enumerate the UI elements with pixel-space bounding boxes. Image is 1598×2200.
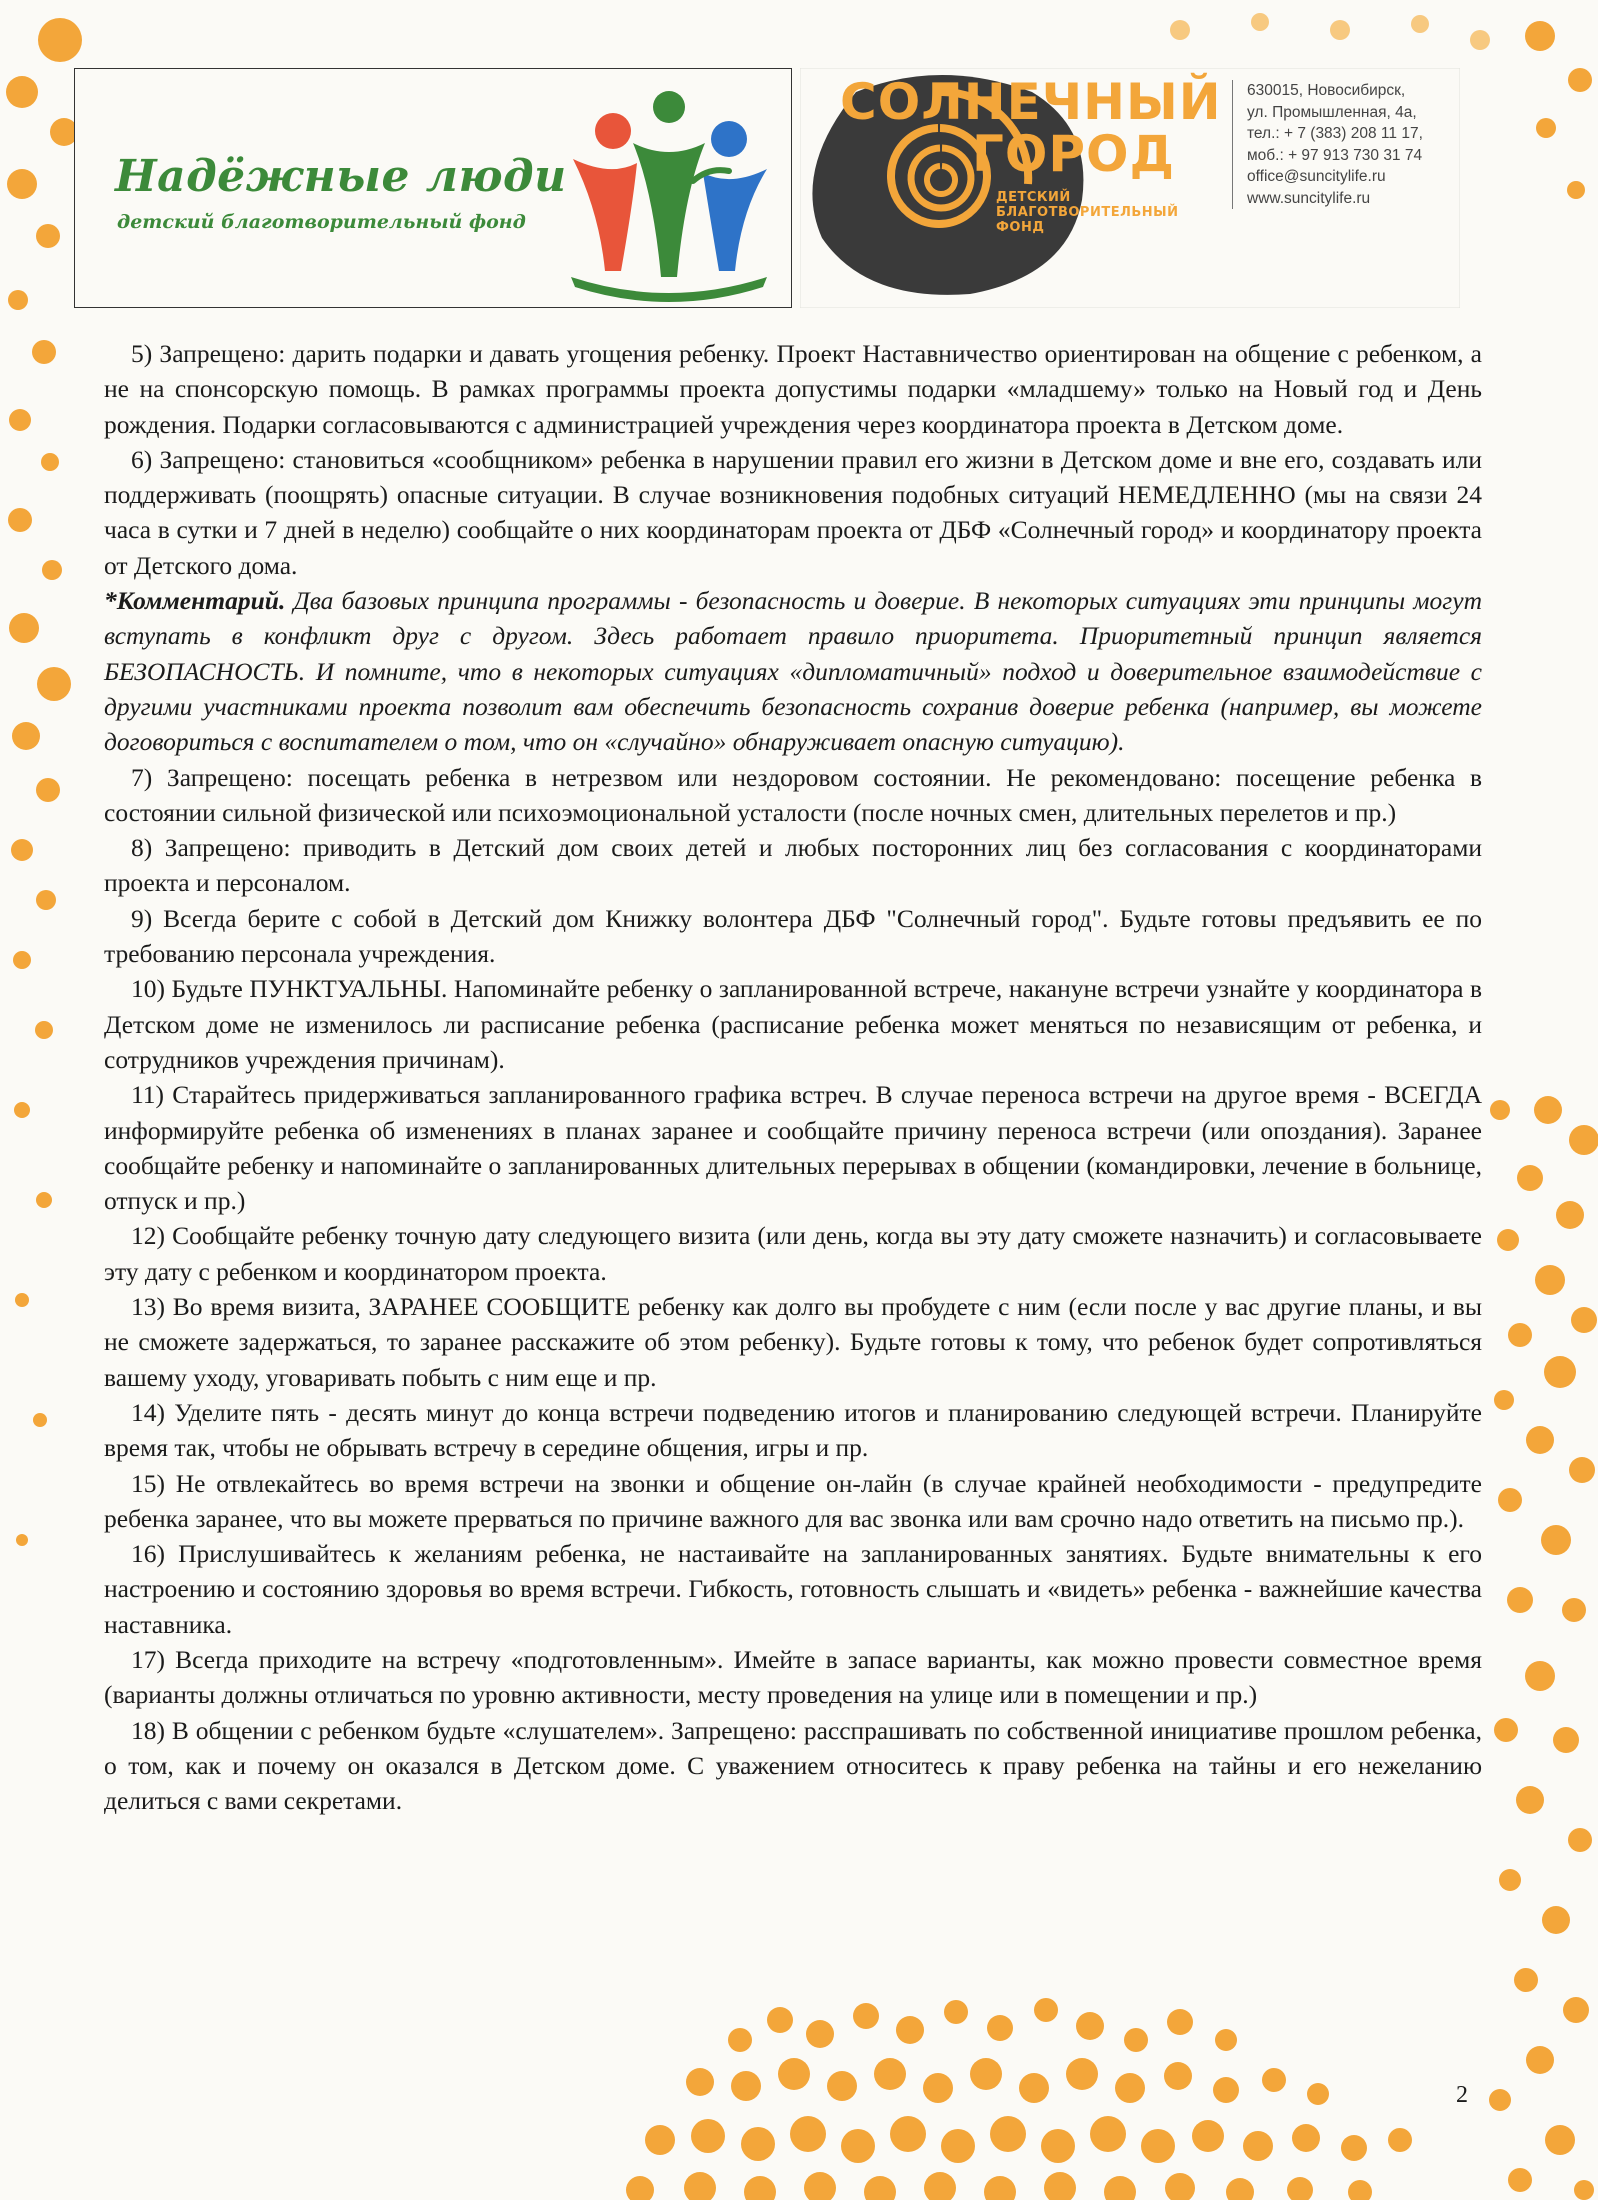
sg-logo-name-line1: СОЛНЕЧНЫЙ	[840, 73, 1222, 131]
sg-logo-sub-line3: ФОНД	[996, 220, 1045, 235]
safety-comment	[104, 583, 1482, 759]
contact-line: 630015, Новосибирск,	[1247, 82, 1406, 99]
rule-16: 16) Прислушивайтесь к желаниям ребенка, не настаивайте на запланированных занятиях. Будьте внимательны к его настроению и состоянию здоровья во время встречи. Гибкость, готовность слышать и «видеть» ребенка - важнейшие качества наставника.	[104, 1539, 1482, 1639]
header-left-logo-box	[74, 68, 792, 308]
nl-logo-title: Надёжные люди	[115, 151, 567, 202]
rule-5: 5) Запрещено: дарить подарки и давать угощения ребенку. Проект Наставничество ориентирован на общение с ребенком, а не на спонсорскую помощь. В рамках программы проекта допустимы подарки «младшему» только на Новый год и День рождения. Подарки согласовываются с администрацией учреждения через координатора проекта в Детском доме.	[104, 339, 1482, 439]
rule-13: 13) Во время визита, ЗАРАНЕЕ СООБЩИТЕ ребенку как долго вы пробудете с ним (если после у вас другие планы, и вы не сможете задержаться, то заранее расскажите об этом ребенку). Будьте готовы к тому, что ребенок будет сопротивляться вашему уходу, уговаривать побыть с ним еще и пр.	[104, 1292, 1482, 1392]
rule-14: 14) Уделите пять - десять минут до конца встречи подведению итогов и планированию следующей встречи. Планируйте время так, чтобы не обрывать встречу в середине общения, игры и пр.	[104, 1397, 1482, 1463]
rule-17: 17) Всегда приходите на встречу «подготовленным». Имейте в запасе варианты, как можно провести совместное время (варианты должны отличаться по уровню активности, месту проведения на улице или в помещении и пр.)	[104, 1644, 1482, 1710]
rule-11: 11) Старайтесь придерживаться запланированного графика встреч. В случае переноса встречи на другое время - ВСЕГДА информируйте ребенка об изменениях в планах заранее и сообщайте причину переноса встречи (или опоздания). Заранее сообщайте ребенку и напоминайте о запланированных длительных перерывах в общении (командировки, лечение в больнице, отпуск и пр.)	[104, 1080, 1482, 1216]
nl-logo-subtitle: детский благотворительный фонд	[117, 211, 526, 233]
sg-logo-name	[840, 73, 1222, 183]
rule-12: 12) Сообщайте ребенку точную дату следующего визита (или день, когда вы эту дату сможете назначить) и согласовываете эту дату с ребенком и координатором проекта.	[104, 1221, 1482, 1286]
comment-text: Два базовых принципа программы - безопасность и доверие. В некоторых ситуациях эти принципы могут вступать в конфликт друг с другом. Здесь работает правило приоритета. Приоритетный принцип является БЕЗОПАСНОСТЬ. И помните, что в некоторых ситуациях «дипломатичный» подход и доверительное взаимодействие с другими участниками проекта позволит вам обеспечить безопасность сохранив доверие ребенка (например, вы можете договориться с воспитателем о том, что он «случайно» обнаруживает опасную ситуацию).	[104, 586, 1482, 757]
contact-line: тел.: + 7 (383) 208 11 17,	[1247, 125, 1423, 142]
contact-line: моб.: + 97 913 730 31 74	[1247, 146, 1423, 164]
rule-6: 6) Запрещено: становиться «сообщником» ребенка в нарушении правил его жизни в Детском доме и вне его, создавать или поддерживать (поощрять) опасные ситуации. В случае возникновения подобных ситуаций НЕМЕДЛЕННО (мы на связи 24 часа в сутки и 7 дней в неделю) сообщайте о них координаторам проекта от ДБФ «Солнечный город» и координатору проекта от Детского дома.	[104, 444, 1482, 580]
rule-8: 8) Запрещено: приводить в Детский дом своих детей и любых посторонних лиц без согласования с координаторами проекта и персоналом.	[104, 833, 1482, 898]
rule-18: 18) В общении с ребенком будьте «слушателем». Запрещено: расспрашивать по собственной инициативе прошлом ребенка, о том, как и почему он оказался в Детском доме. С уважением относитесь к праву ребенка на тайны и его нежеланию делиться с вами секретами.	[104, 1715, 1482, 1816]
contact-line: ул. Промышленная, 4а,	[1247, 103, 1417, 121]
rule-10: 10) Будьте ПУНКТУАЛЬНЫ. Напоминайте ребенку о запланированной встрече, накануне встречи узнайте у координатора в Детском доме не изменилось ли расписание ребенка (расписание ребенка может меняться по независящим от ребенка, и сотрудников учреждения причинам).	[104, 974, 1482, 1074]
nl-logo-people-mark	[553, 81, 785, 303]
sg-logo-sub-line2: БЛАГОТВОРИТЕЛЬНЫЙ	[996, 205, 1179, 220]
sg-logo-sub-line1: ДЕТСКИЙ	[996, 190, 1071, 205]
sg-logo-subtitle	[996, 190, 1179, 235]
document-body	[104, 336, 1482, 1818]
left-dots	[6, 18, 82, 1546]
sg-contacts-block	[1232, 80, 1423, 209]
rule-7: 7) Запрещено: посещать ребенка в нетрезвом или нездоровом состоянии. Не рекомендовано: посещение ребенка в состоянии сильной физической или психоэмоциональной усталости (после ночных смен, длительных перелетов и пр.)	[104, 762, 1482, 827]
contact-email: office@suncitylife.ru	[1247, 168, 1386, 185]
rule-9: 9) Всегда берите с собой в Детский дом Книжку волонтера ДБФ "Солнечный город". Будьте готовы предъявить ее по требованию персонала учреждения.	[104, 903, 1482, 969]
right-dots	[1489, 21, 1598, 2200]
page-number: 2	[1456, 2082, 1468, 2108]
bottom-dots	[626, 1998, 1412, 2200]
contact-website: www.suncitylife.ru	[1247, 189, 1371, 207]
top-dots	[1170, 13, 1490, 50]
comment-label: *Комментарий.	[104, 586, 286, 616]
sg-logo-name-line2: ГОРОД	[972, 125, 1176, 183]
rule-15: 15) Не отвлекайтесь во время встречи на звонки и общение он-лайн (в случае крайней необходимости - предупредите ребенка заранее, что вы можете прерваться по причине важного для вас звонка или вам срочно надо ответить на письмо пр.).	[104, 1468, 1482, 1533]
